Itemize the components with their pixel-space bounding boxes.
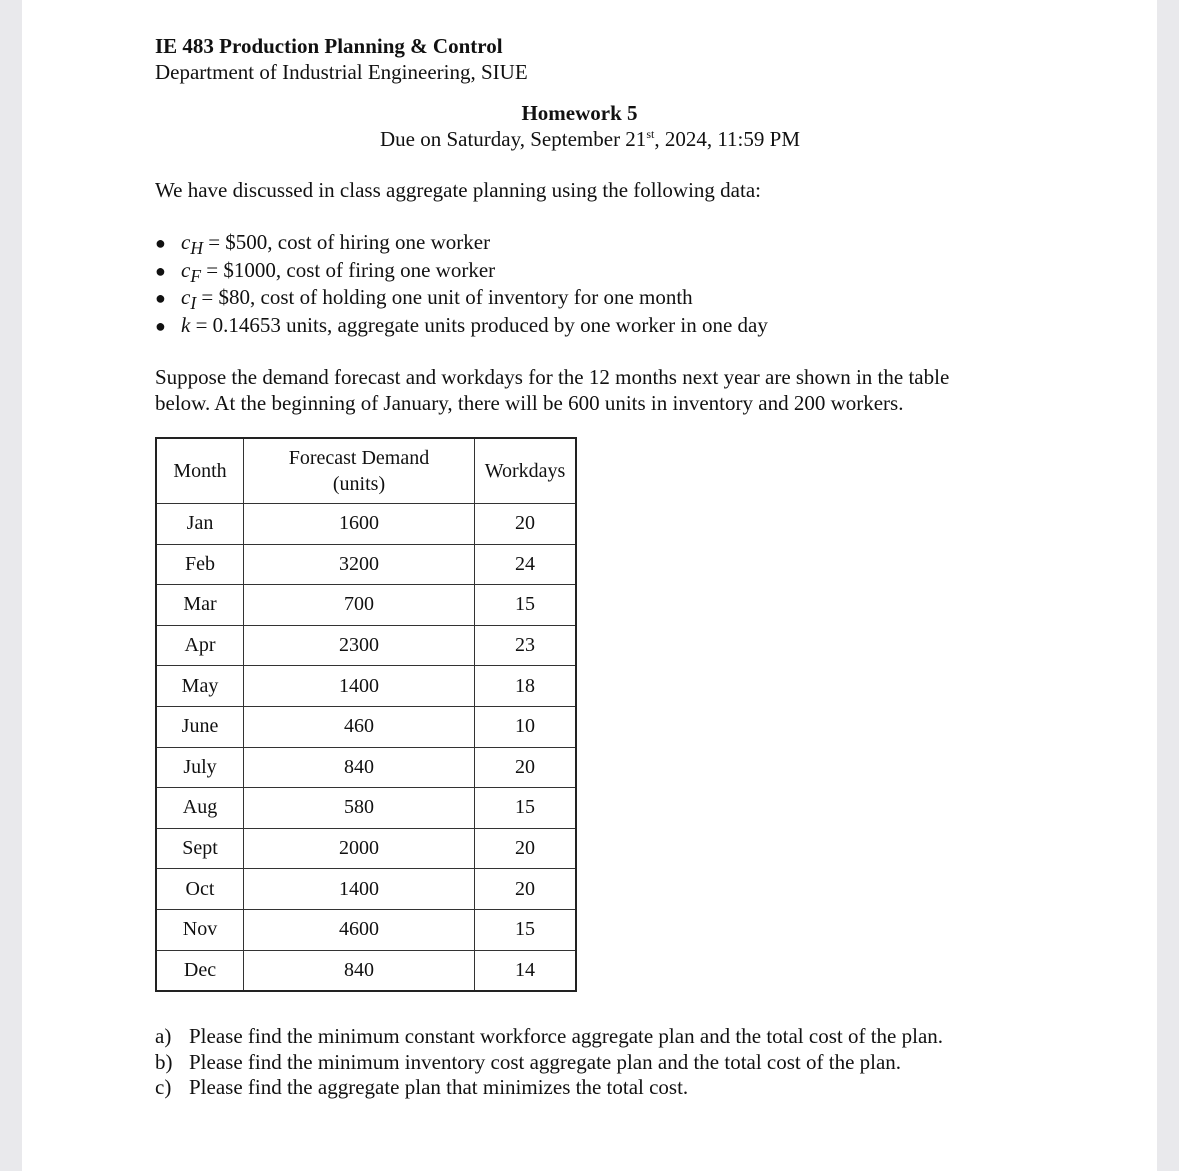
bullet-icon: ● [155, 315, 166, 336]
table-row: Aug 580 15 [156, 788, 576, 829]
bullet-icon: ● [155, 288, 166, 308]
department-name: Department of Industrial Engineering, SIUE [155, 60, 528, 84]
table-row: Mar 700 15 [156, 585, 576, 626]
demand-table [155, 437, 577, 992]
homework-title: Homework 5 [521, 101, 638, 125]
question-list [155, 1024, 943, 1101]
table-row: Jan 1600 20 [156, 504, 576, 545]
question-b: b) Please find the minimum inventory cost aggregate plan and the total cost of the plan. [155, 1049, 902, 1074]
problem-paragraph: Suppose the demand forecast and workdays for the 12 months next year are shown in the table below. At the beginning of January, there will be 600 units in inventory and 200 workers. [155, 365, 950, 415]
question-a: a) Please find the minimum constant workforce aggregate plan and the total cost of the plan. [155, 1024, 944, 1048]
table-row: Dec 840 14 [156, 950, 576, 991]
header-workdays: Workdays [475, 438, 577, 504]
param-hiring-cost: ● $c_H$ = $500, cost of hiring one worker [155, 230, 491, 259]
table-row: Oct 1400 20 [156, 869, 576, 910]
intro-text: We have discussed in class aggregate planning using the following data: [155, 178, 761, 202]
table-row: May 1400 18 [156, 666, 576, 707]
param-k-rate: ● k = 0.14653 units, aggregate units produced by one worker in one day [155, 312, 768, 340]
param-firing-cost: ● $c_F$ = $1000, cost of firing one worker [155, 257, 496, 286]
bullet-icon: ● [155, 233, 166, 253]
table-row: Nov 4600 15 [156, 909, 576, 950]
table-row: July 840 20 [156, 747, 576, 788]
header-forecast-demand: Forecast Demand (units) [244, 438, 475, 504]
header-month: Month [156, 438, 244, 504]
table-row: Apr 2300 23 [156, 625, 576, 666]
parameter-list [155, 229, 768, 339]
table-row: Sept 2000 20 [156, 828, 576, 869]
due-date: Due on Saturday, September 21st, 2024, 11:59 PM [379, 127, 800, 151]
question-c: c) Please find the aggregate plan that minimizes the total cost. [155, 1075, 689, 1099]
course-title: IE 483 Production Planning & Control [155, 34, 503, 58]
table-row: June 460 10 [156, 706, 576, 747]
document-page [22, 0, 1157, 1171]
bullet-icon: ● [155, 260, 166, 281]
table-header-row [156, 438, 576, 504]
param-holding-cost: ● $c_I$ = $80, cost of holding one unit of inventory for one month [155, 285, 693, 314]
table-row: Feb 3200 24 [156, 544, 576, 585]
